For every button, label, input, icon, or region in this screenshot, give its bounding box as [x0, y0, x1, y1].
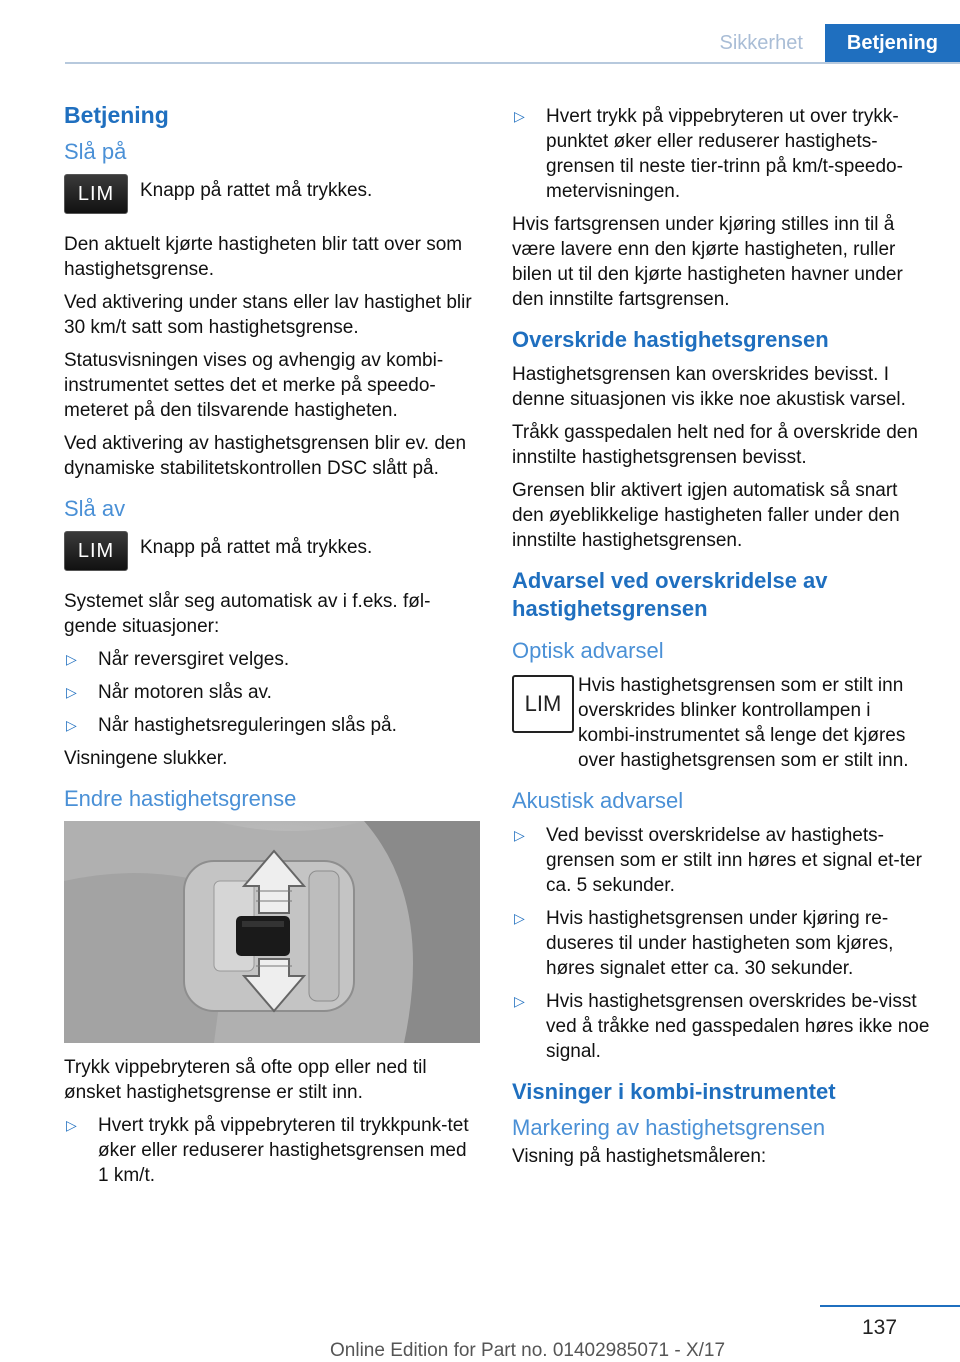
paragraph: Grensen blir aktivert igjen automatisk så snart den øyeblikkelige hastigheten faller under den innstilte hastighetsgrensen. — [512, 480, 900, 551]
marking-heading: Markering av hastighetsgrensen — [512, 1115, 826, 1140]
triangle-bullet-icon: ▷ — [514, 827, 525, 843]
off-heading: Slå av — [64, 496, 126, 521]
page-number: 137 — [862, 1316, 898, 1339]
tab-betjening[interactable]: Betjening — [825, 24, 960, 62]
paragraph: Tråkk gasspedalen helt ned for å overskride den innstilte hastighetsgrensen bevisst. — [512, 422, 918, 468]
paragraph: Visningene slukker. — [64, 748, 228, 769]
tab-sikkerhet[interactable]: Sikkerhet — [698, 24, 825, 62]
paragraph: Visning på hastighetsmåleren: — [512, 1146, 767, 1167]
triangle-bullet-icon: ▷ — [514, 910, 525, 926]
off-icon-text: Knapp på rattet må trykkes. — [140, 537, 373, 558]
footer-rule — [820, 1305, 960, 1307]
triangle-bullet-icon: ▷ — [66, 717, 77, 733]
lim-button-icon: LIM — [64, 174, 128, 214]
paragraph: Ved aktivering av hastighetsgrensen blir ev. den dynamiske stabilitetskontrollen DSC slått på. — [64, 433, 467, 479]
header-divider — [65, 62, 960, 64]
acoustic-heading: Akustisk advarsel — [512, 788, 684, 813]
optical-text: Hvis hastighetsgrensen som er stilt inn overskrides blinker kontrollampen i kombi-instrumentet så lenge det kjøres over hastighetsgrensen som er stilt inn. — [578, 675, 909, 771]
list-item — [512, 989, 932, 1064]
header-tabs — [698, 24, 960, 62]
list-item-text: Hvert trykk på vippebryteren ut over trykk-punktet øker eller reduserer hastighets-grensen til neste tier-trinn på km/t-speedo-metervisningen. — [546, 106, 903, 202]
triangle-bullet-icon: ▷ — [514, 108, 525, 124]
list-item-text: Når reversgiret velges. — [98, 649, 290, 670]
on-heading: Slå på — [64, 139, 127, 164]
on-icon-row — [64, 174, 482, 224]
exceed-heading: Overskride hastighetsgrensen — [512, 327, 829, 352]
warning-heading: Advarsel ved overskridelse av hastighetsgrensen — [512, 568, 828, 621]
off-list — [64, 647, 482, 738]
optical-heading: Optisk advarsel — [512, 638, 664, 663]
list-item-text: Ved bevisst overskridelse av hastighets-grensen som er stilt inn høres et signal et-ter ca. 5 sekunder. — [546, 825, 922, 896]
change-heading: Endre hastighetsgrense — [64, 786, 297, 811]
list-item-text: Når motoren slås av. — [98, 682, 272, 703]
list-item-text: Hvert trykk på vippebryteren til trykkpunk-tet øker eller reduserer hastighetsgrensen med 1 km/t. — [98, 1115, 469, 1186]
paragraph: Hvis fartsgrensen under kjøring stilles inn til å være lavere enn den kjørte hastigheten, ruller bilen ut til den kjørte hastigheten havner under den innstilte fartsgrensen. — [512, 214, 903, 310]
steering-wheel-illustration — [64, 821, 480, 1043]
list-item — [64, 680, 482, 705]
list-item-text: Hvis hastighetsgrensen under kjøring re-duseres til under hastigheten som kjøres, høres signalet etter ca. 30 sekunder. — [546, 908, 894, 979]
paragraph: Statusvisningen vises og avhengig av kombi-instrumentet settes det et merke på speedo-meteret på den tilsvarende hastigheten. — [64, 350, 444, 421]
acoustic-list — [512, 823, 932, 1064]
triangle-bullet-icon: ▷ — [66, 651, 77, 667]
triangle-bullet-icon: ▷ — [66, 1117, 77, 1133]
list-item-text: Hvis hastighetsgrensen overskrides be-visst ved å tråkke ned gasspedalen høres ikke noe signal. — [546, 991, 930, 1062]
optical-icon-row — [512, 673, 932, 773]
section-heading: Betjening — [64, 102, 169, 128]
paragraph: Ved aktivering under stans eller lav hastighet blir 30 km/t satt som hastighetsgrense. — [64, 292, 472, 338]
triangle-bullet-icon: ▷ — [514, 993, 525, 1009]
list-item — [512, 823, 932, 898]
right-column — [512, 104, 932, 1177]
change-list — [64, 1113, 482, 1188]
left-column — [64, 100, 482, 1196]
paragraph: Den aktuelt kjørte hastigheten blir tatt over som hastighetsgrense. — [64, 234, 463, 280]
paragraph: Trykk vippebryteren så ofte opp eller ned til ønsket hastighetsgrense er stilt inn. — [64, 1057, 427, 1103]
list-item — [64, 1113, 482, 1188]
edition-footer: Online Edition for Part no. 01402985071 - X/17 — [330, 1340, 726, 1361]
list-item-text: Når hastighetsreguleringen slås på. — [98, 715, 397, 736]
list-item — [512, 906, 932, 981]
list-item — [64, 713, 482, 738]
list-item — [64, 647, 482, 672]
change-list-continued — [512, 104, 932, 204]
on-icon-text: Knapp på rattet må trykkes. — [140, 180, 373, 201]
lim-indicator-icon: LIM — [512, 675, 574, 733]
paragraph: Hastighetsgrensen kan overskrides bevisst. I denne situasjonen vis ikke noe akustisk varsel. — [512, 364, 906, 410]
off-icon-row — [64, 531, 482, 581]
paragraph: Systemet slår seg automatisk av i f.eks. føl-gende situasjoner: — [64, 591, 431, 637]
display-heading: Visninger i kombi-instrumentet — [512, 1079, 836, 1104]
steering-wheel-rocker-image — [64, 821, 480, 1043]
lim-button-icon: LIM — [64, 531, 128, 571]
list-item — [512, 104, 932, 204]
triangle-bullet-icon: ▷ — [66, 684, 77, 700]
